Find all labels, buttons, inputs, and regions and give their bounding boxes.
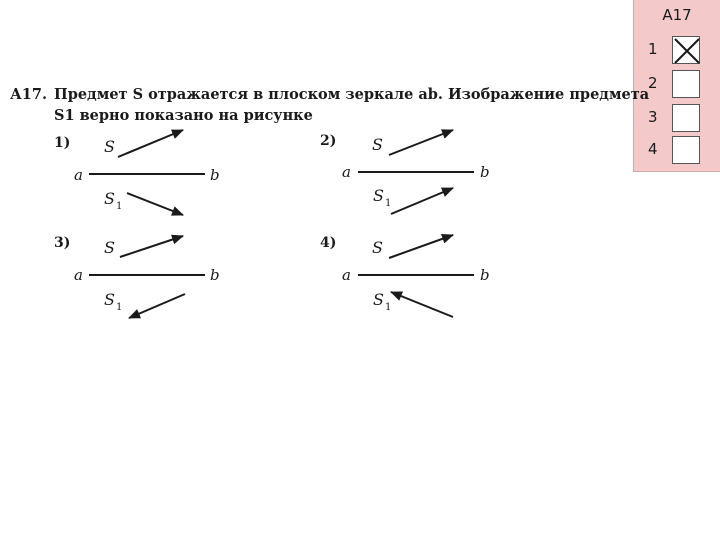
option-number: 2 [648, 74, 658, 92]
figure-label: 4) [320, 235, 337, 251]
figure-3 [54, 235, 220, 318]
object-label: S [104, 137, 115, 156]
mirror-end-a: a [74, 266, 83, 284]
option-number: 1 [648, 40, 658, 58]
image-arrow [391, 292, 453, 317]
object-arrow [118, 130, 183, 157]
mirror-end-a: a [342, 163, 351, 181]
figure-4 [320, 235, 490, 317]
object-label: S [372, 135, 383, 154]
image-letter: S [104, 290, 115, 309]
question-line-2: S1 верно показано на рисунке [54, 107, 313, 124]
figure-label: 2) [320, 133, 337, 149]
option-number: 4 [648, 140, 658, 158]
question-line-1: Предмет S отражается в плоском зеркале ab. Изображение предмета [54, 86, 650, 103]
image-subscript: 1 [116, 302, 123, 313]
image-subscript: 1 [385, 198, 392, 209]
image-arrow [391, 188, 453, 214]
object-arrow [120, 236, 183, 257]
image-label [104, 290, 122, 313]
panel-title: A17 [662, 6, 692, 24]
figure-2 [320, 130, 490, 214]
image-letter: S [104, 189, 115, 208]
image-arrow [127, 193, 183, 215]
object-arrow [389, 130, 453, 155]
mirror-end-a: a [74, 166, 83, 184]
figure-1 [54, 130, 220, 215]
mirror-end-b: b [480, 163, 490, 181]
image-letter: S [373, 290, 384, 309]
option-number: 3 [648, 108, 658, 126]
image-label [104, 189, 122, 212]
image-label [373, 290, 391, 313]
object-label: S [372, 238, 383, 257]
object-label: S [104, 238, 115, 257]
figure-label: 3) [54, 235, 71, 251]
mirror-end-a: a [342, 266, 351, 284]
mirror-end-b: b [480, 266, 490, 284]
object-arrow [389, 235, 453, 258]
image-subscript: 1 [385, 302, 392, 313]
image-label [373, 186, 391, 209]
image-arrow [129, 294, 185, 318]
image-subscript: 1 [116, 201, 123, 212]
mirror-end-b: b [210, 166, 220, 184]
figure-label: 1) [54, 135, 71, 151]
mirror-end-b: b [210, 266, 220, 284]
image-letter: S [373, 186, 384, 205]
question-number: А17. [10, 86, 48, 103]
